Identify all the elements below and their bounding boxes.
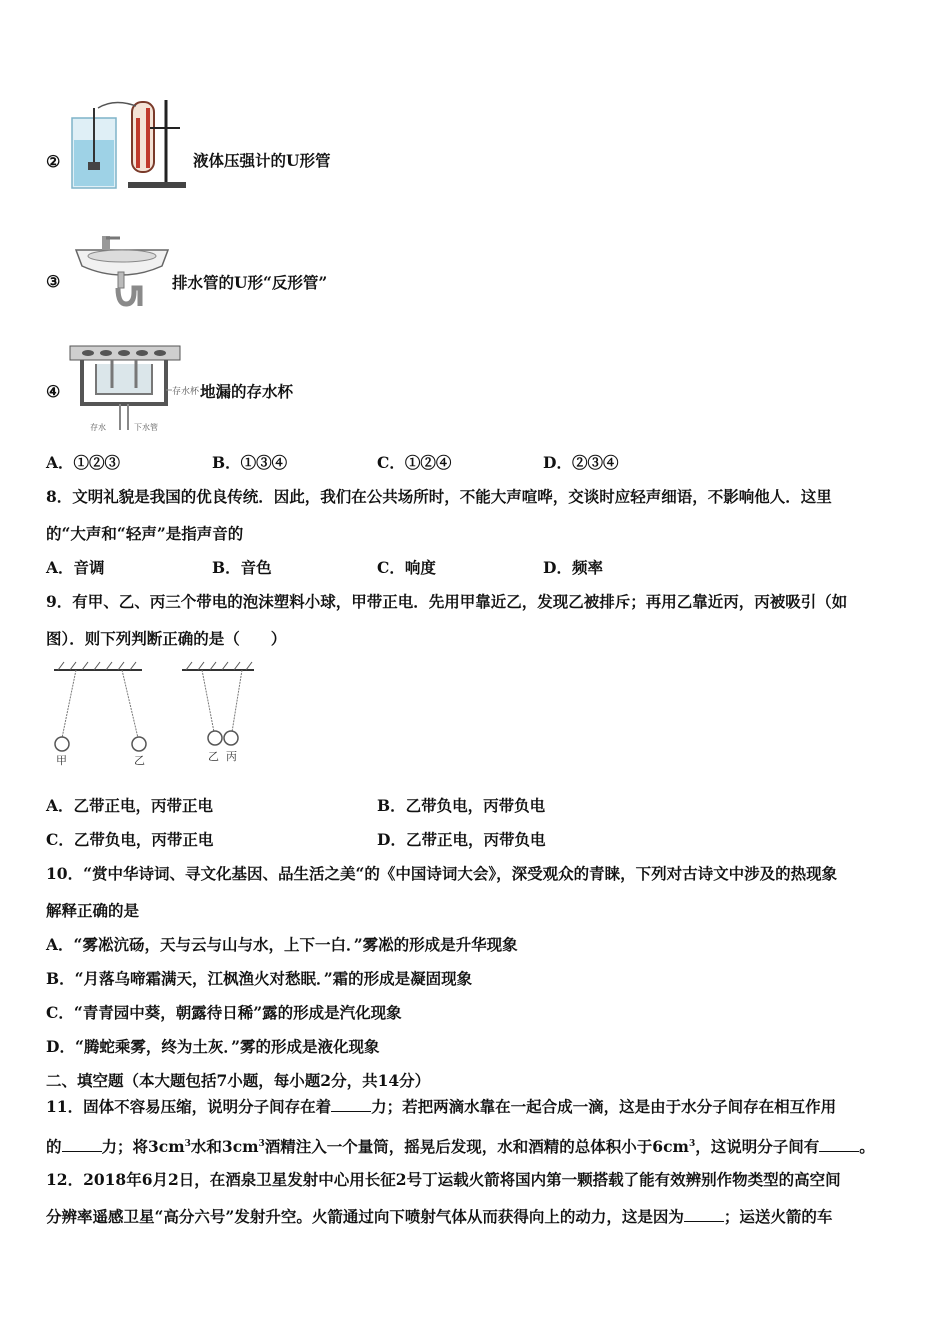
q12-stem-2: 分辨率遥感卫星“高分六号”发射升空。火箭通过向下喷射气体从而获得向上的动力，这是因为 ；运送火箭的车 xyxy=(46,1207,833,1226)
section-2-heading: 二、填空题（本大题包括7小题，每小题2分，共14分） xyxy=(46,1071,431,1090)
q9-option-a[interactable]: A．乙带正电，丙带正电 xyxy=(46,796,214,815)
charged-balls-figure xyxy=(46,660,258,772)
q12-blank-1[interactable] xyxy=(684,1207,724,1222)
q12-stem-1: 12．2018年6月2日，在酒泉卫星发射中心用长征2号丁运载火箭将国内第一颗搭载了能有效辨别作物类型的高空间 xyxy=(46,1170,841,1189)
q8-stem-1: 8．文明礼貌是我国的优良传统．因此，我们在公共场所时，不能大声喧哗，交谈时应轻声细语，不影响他人．这里 xyxy=(46,487,832,506)
ball-label-yi-2: 乙 xyxy=(208,750,219,763)
q10-stem-1: 10．“赏中华诗词、寻文化基因、品生活之美“的《中国诗词大会》，深受观众的青睐，下列对古诗文中涉及的热现象 xyxy=(46,864,838,883)
q9-option-c[interactable]: C．乙带负电，丙带正电 xyxy=(46,830,214,849)
q11-stem-1: 11．固体不容易压缩，说明分子间存在着 力；若把两滴水靠在一起合成一滴，这是由于水分子间存在相互作用 xyxy=(46,1097,837,1116)
label-pipe: 下水管 xyxy=(134,423,158,432)
q10-option-c[interactable]: C．“青青园中葵，朝露待日稀”露的形成是汽化现象 xyxy=(46,1003,402,1022)
q11-stem-2: 的 力；将$3cm^3$水和$3cm^3$酒精注入一个量筒，摇晃后发现，水和酒精的总体积小于$6cm^3$，这说明分子间有 。 xyxy=(46,1137,875,1157)
q10-option-d[interactable]: D．“腾蛇乘雾，终为土灰．”雾的形成是液化现象 xyxy=(46,1037,380,1056)
q11-blank-1[interactable] xyxy=(331,1097,371,1112)
q8-option-c[interactable]: C．响度 xyxy=(377,558,436,577)
floor-drain-figure xyxy=(68,342,200,434)
item-mark-4: ④ xyxy=(46,382,61,401)
q7-option-c[interactable]: C．①②④ xyxy=(377,453,452,472)
item-label-4: 地漏的存水杯 xyxy=(200,382,294,401)
q10-option-a[interactable]: A．“雾凇沆砀，天与云与山与水，上下一白．”雾凇的形成是升华现象 xyxy=(46,935,518,954)
u-tube-manometer-figure xyxy=(68,98,188,190)
label-cup: 存水杯 xyxy=(172,387,200,397)
q9-stem-2: 图）．则下列判断正确的是（ ） xyxy=(46,629,287,648)
ball-label-jia: 甲 xyxy=(56,754,67,767)
q9-stem-1: 9．有甲、乙、丙三个带电的泡沫塑料小球，甲带正电．先用甲靠近乙，发现乙被排斥；再用乙靠近丙，丙被吸引（如 xyxy=(46,592,848,611)
q10-option-b[interactable]: B．“月落乌啼霜满天，江枫渔火对愁眠．”霜的形成是凝固现象 xyxy=(46,969,473,988)
q8-option-d[interactable]: D．频率 xyxy=(543,558,603,577)
q8-option-a[interactable]: A．音调 xyxy=(46,558,105,577)
q9-option-d[interactable]: D．乙带正电，丙带负电 xyxy=(377,830,546,849)
q8-option-b[interactable]: B．音色 xyxy=(212,558,272,577)
ball-label-yi: 乙 xyxy=(134,754,145,767)
q7-option-d[interactable]: D．②③④ xyxy=(543,453,619,472)
ball-label-bing: 丙 xyxy=(226,750,237,763)
q8-stem-2: 的“大声和“轻声”是指声音的 xyxy=(46,524,244,543)
q11-blank-2[interactable] xyxy=(62,1137,102,1152)
item-label-2: 液体压强计的U形管 xyxy=(193,151,331,170)
q7-option-b[interactable]: B．①③④ xyxy=(212,453,288,472)
item-mark-2: ② xyxy=(46,152,61,171)
q11-blank-3[interactable] xyxy=(819,1137,859,1152)
q10-stem-2: 解释正确的是 xyxy=(46,901,140,920)
sink-drain-figure xyxy=(72,232,172,312)
item-label-3: 排水管的U形“反形管” xyxy=(172,273,328,292)
item-mark-3: ③ xyxy=(46,272,61,291)
q7-option-a[interactable]: A．①②③ xyxy=(46,453,121,472)
label-water: 存水 xyxy=(90,423,106,432)
q9-option-b[interactable]: B．乙带负电，丙带负电 xyxy=(377,796,546,815)
